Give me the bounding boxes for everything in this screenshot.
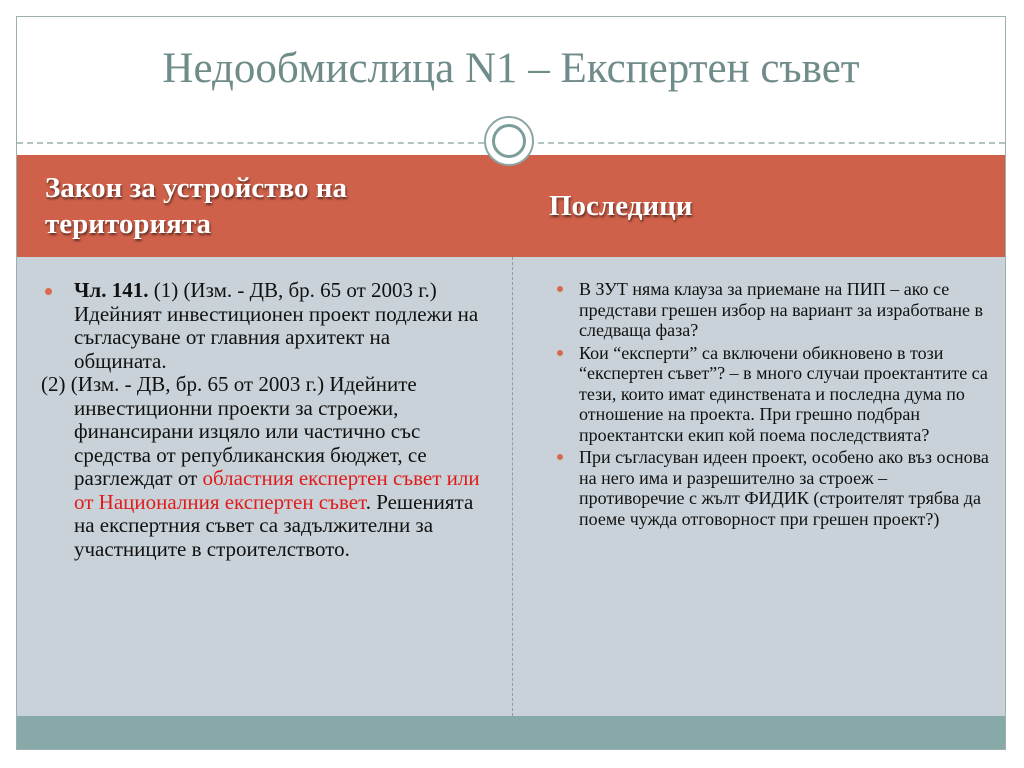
paragraph-2-text: (2) (Изм. - ДВ, бр. 65 от 2003 г.) Идейните инвестиционни проекти за строежи, финансирани изцяло или частично със средства от републиканския бюджет, се разглеждат от	[41, 372, 427, 490]
article-paragraph-1: (1) (Изм. - ДВ, бр. 65 от 2003 г.) Идейният инвестиционен проект подлежи на съгласуване от главния архитект на общината.	[74, 278, 479, 373]
circle-ornament-icon	[484, 116, 534, 166]
consequence-text: Кои “експерти” са включени обикновено в този “експертен съвет”? – в много случаи проектантите са тези, които имат единствената и последна дума по отношение на проекта. При грешно подбран проектантски екип кой поема последствията?	[579, 342, 988, 445]
consequence-item	[555, 279, 995, 341]
column-divider	[512, 257, 513, 716]
bullet-icon	[557, 286, 563, 292]
table-header-row	[17, 155, 1005, 257]
consequence-item	[555, 343, 995, 446]
article-number: Чл. 141.	[74, 278, 149, 302]
paragraph-2-end: . Решенията на експертния съвет са задължителни за участниците в строителството.	[74, 489, 474, 561]
bullet-icon	[557, 454, 563, 460]
table-body-row	[17, 257, 1005, 716]
consequences-column	[555, 279, 995, 531]
header-law: Закон за устройство на територията	[45, 172, 347, 240]
footer-band	[17, 716, 1005, 749]
bullet-icon	[557, 350, 563, 356]
law-article-item	[41, 279, 481, 373]
consequence-text: В ЗУТ няма клауза за приемане на ПИП – ако се представи грешен избор на вариант за изработване в следваща фаза?	[579, 279, 983, 340]
article-paragraph-2	[41, 373, 481, 561]
law-column	[41, 279, 481, 561]
bullet-icon	[45, 288, 52, 295]
expert-council-highlight: областния експертен съвет или от Националния експертен съвет	[74, 466, 480, 514]
header-consequences: Последици	[549, 190, 693, 222]
slide-title: Недообмислица N1 – Експертен съвет	[162, 45, 860, 92]
consequence-item	[555, 447, 995, 529]
consequence-text: При съгласуван идеен проект, особено ако въз основа на него има и разрешително за строеж – противоречие с жълт ФИДИК (строителят трябва да поеме чужда отговорност при грешен проект?)	[579, 447, 989, 529]
